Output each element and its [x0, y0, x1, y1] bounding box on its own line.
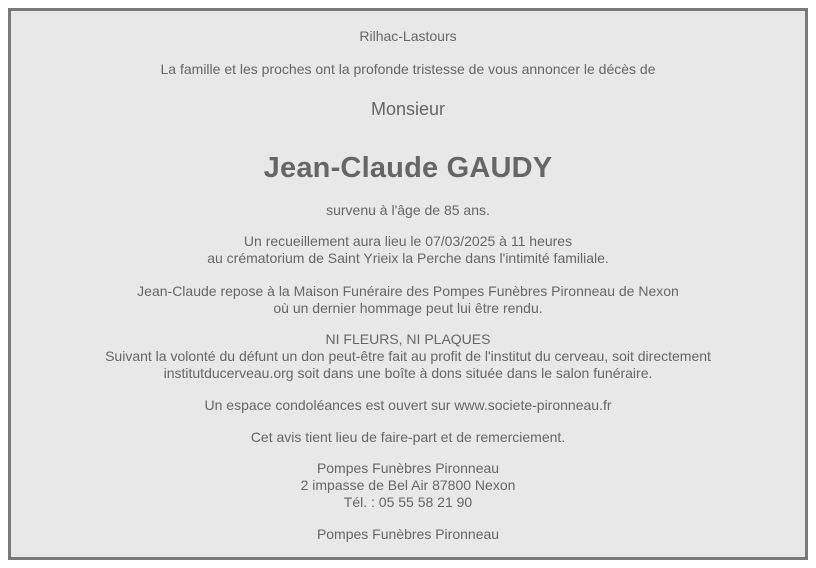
funeral-home-name: Pompes Funèbres Pironneau [316, 460, 500, 476]
donation-line-1: Suivant la volonté du défunt un don peut-être fait au profit de l'institut du cerveau, soit directement [105, 348, 711, 364]
funeral-home-address: 2 impasse de Bel Air 87800 Nexon [300, 477, 516, 493]
flowers-heading: NI FLEURS, NI PLAQUES [325, 331, 491, 347]
funeral-home-phone: Tél. : 05 55 58 21 90 [343, 494, 473, 510]
intro-text: La famille et les proches ont la profonde tristesse de vous annoncer le décès de [160, 61, 656, 77]
donation-line-2: institutducerveau.org soit dans une boîte à dons située dans le salon funéraire. [163, 365, 653, 381]
deceased-name: Jean-Claude GAUDY [263, 152, 553, 184]
condolences-line: Un espace condoléances est ouvert sur www.societe-pironneau.fr [204, 397, 612, 413]
town-name: Rilhac-Lastours [359, 28, 457, 44]
rest-line-1: Jean-Claude repose à la Maison Funéraire des Pompes Funèbres Pironneau de Nexon [137, 283, 679, 299]
age-line: survenu à l'âge de 85 ans. [326, 202, 490, 218]
obituary-notice [8, 8, 808, 560]
gathering-line-2: au crématorium de Saint Yrieix la Perche dans l'intimité familiale. [207, 250, 609, 266]
gathering-line-1: Un recueillement aura lieu le 07/03/2025 à 11 heures [243, 233, 573, 249]
thanks-line: Cet avis tient lieu de faire-part et de remerciement. [250, 429, 566, 445]
rest-line-2: où un dernier hommage peut lui être rendu. [273, 300, 543, 316]
signature: Pompes Funèbres Pironneau [316, 526, 500, 542]
honorific: Monsieur [370, 99, 446, 119]
